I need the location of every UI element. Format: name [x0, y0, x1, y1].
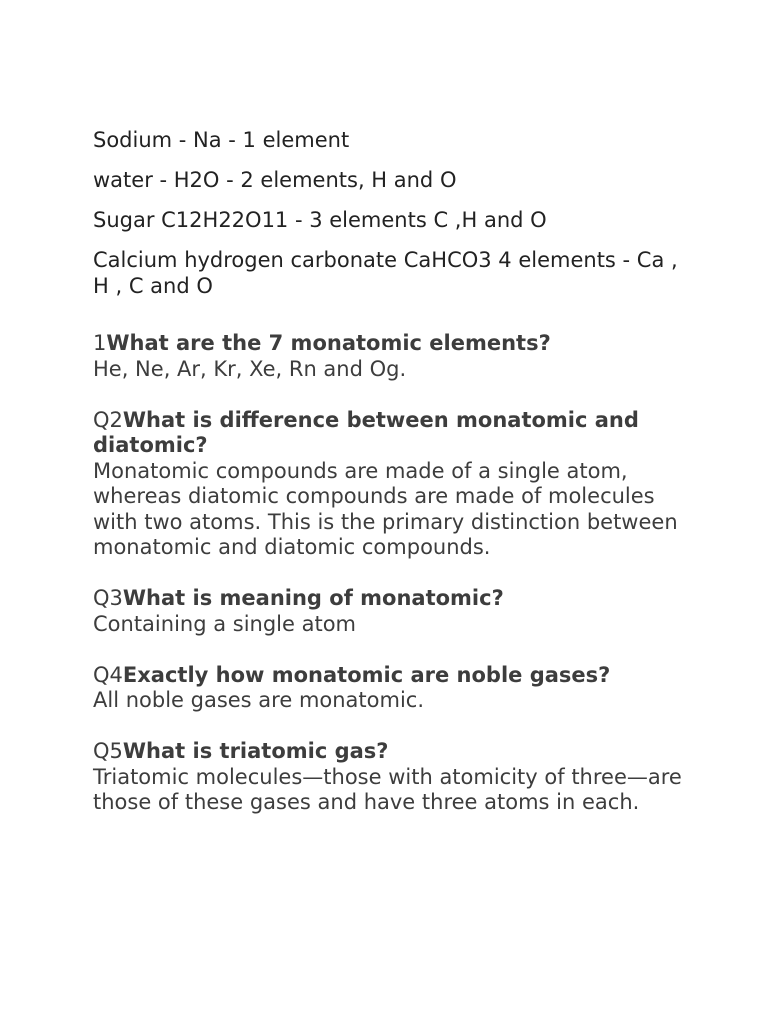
- question-number: Q2: [93, 407, 123, 432]
- answer-text: Containing a single atom: [93, 611, 357, 636]
- question-number: Q5: [93, 739, 123, 763]
- qa-block-2: [93, 408, 683, 561]
- answer-text: He, Ne, Ar, Kr, Xe, Rn and Og.: [93, 356, 407, 381]
- question-text: What is triatomic gas?: [122, 739, 389, 763]
- question-number: 1: [93, 331, 107, 355]
- fact-calcium-hydrogen-carbonate: Calcium hydrogen carbonate CaHCO3 4 elements - Ca , H , C and O: [93, 248, 678, 298]
- document-page: [93, 127, 683, 841]
- qa-block-1: [93, 331, 683, 382]
- question-number: Q3: [93, 586, 123, 610]
- fact-sodium: Sodium - Na - 1 element: [93, 128, 350, 152]
- qa-block-5: [93, 739, 683, 816]
- question-text: What is meaning of monatomic?: [122, 586, 504, 610]
- question-number: Q4: [93, 662, 123, 687]
- qa-block-4: [93, 663, 683, 714]
- answer-text: Triatomic molecules—those with atomicity of three—are those of these gases and have three atoms in each.: [93, 764, 682, 814]
- answer-text: All noble gases are monatomic.: [93, 688, 425, 712]
- question-text: What is difference between monatomic and diatomic?: [93, 407, 639, 457]
- question-text: Exactly how monatomic are noble gases?: [122, 662, 611, 687]
- answer-text: Monatomic compounds are made of a single atom, whereas diatomic compounds are made of molecules with two atoms. This is the primary distinction between monatomic and diatomic compounds.: [93, 458, 678, 559]
- fact-water: water - H2O - 2 elements, H and O: [93, 168, 457, 192]
- fact-sugar: Sugar C12H22O11 - 3 elements C ,H and O: [93, 208, 547, 232]
- qa-block-3: [93, 586, 683, 637]
- question-text: What are the 7 monatomic elements?: [106, 331, 551, 355]
